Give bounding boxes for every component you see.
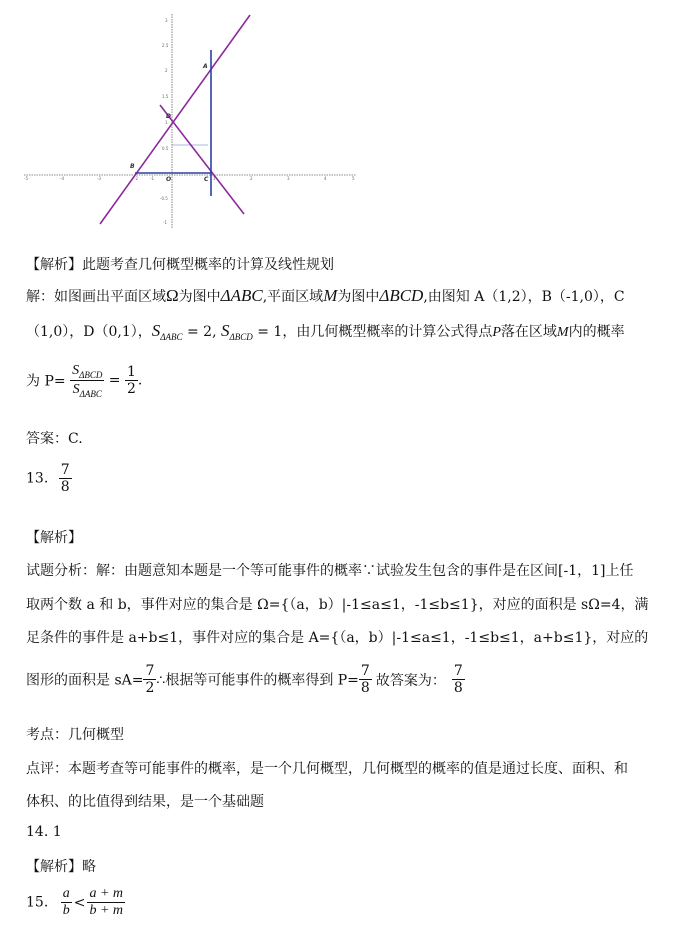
text: 为图中 <box>337 289 380 305</box>
left-fraction <box>61 886 72 919</box>
answer-fraction <box>59 462 72 495</box>
q12-analysis-heading: 【解析】此题考查几何概型概率的计算及线性规划 <box>26 257 334 273</box>
x-tick: 1 <box>213 176 216 181</box>
point-label-d: D <box>166 113 171 120</box>
point-p: P <box>492 325 501 340</box>
denominator: b <box>62 903 70 919</box>
x-tick: -2 <box>134 176 138 181</box>
y-tick: 0.5 <box>162 146 169 151</box>
q14-answer: 14. 1 <box>26 824 62 840</box>
q12-answer: 答案：C. <box>26 431 83 447</box>
s-letter: S <box>221 321 230 340</box>
text: = 2, <box>182 324 221 340</box>
point-label-b: B <box>130 163 135 170</box>
triangle-abc: ΔABC <box>220 286 263 305</box>
question-number: 15. <box>26 894 49 911</box>
question-number: 13. <box>26 470 49 487</box>
omega-symbol: Ω <box>166 286 179 305</box>
text: 故答案为： <box>375 672 446 689</box>
y-tick: 1 <box>165 120 168 125</box>
denominator: 2 <box>145 680 155 697</box>
area-fraction <box>143 663 156 696</box>
numerator: a <box>61 886 72 903</box>
right-fraction <box>87 886 125 919</box>
text: ,由图知 A（1,2），B（-1,0），C <box>423 289 625 305</box>
text: 图形的面积是 sA= <box>26 672 144 689</box>
subscript: ΔBCD <box>229 331 253 342</box>
q15-answer <box>26 886 125 919</box>
q12-solution-line-2 <box>26 321 625 342</box>
denominator: 8 <box>360 680 370 697</box>
numerator: 7 <box>60 462 70 478</box>
text: 为 P= <box>26 373 66 390</box>
x-tick: 3 <box>287 176 290 181</box>
x-tick: 2 <box>250 176 253 181</box>
subscript: ΔABC <box>160 331 183 342</box>
denominator: 8 <box>453 680 463 697</box>
region-m: M <box>323 286 338 305</box>
q13-analysis-heading: 【解析】 <box>26 530 82 546</box>
text: 内的概率 <box>568 324 625 340</box>
q13-header <box>26 462 72 495</box>
numerator: 7 <box>360 663 370 679</box>
numerator: 7 <box>453 663 463 679</box>
text: ，由几何概型概率的计算公式得点 <box>282 324 493 340</box>
point-label-o: O <box>166 176 172 183</box>
numerator: 1 <box>127 364 136 381</box>
q13-comment-2: 体积、的比值得到结果，是一个基础题 <box>26 794 264 810</box>
line-y-eq-1-minus-x <box>160 105 244 214</box>
q14-analysis: 【解析】略 <box>26 859 96 875</box>
s-letter: S <box>72 363 80 378</box>
triangle-bcd: ΔBCD <box>379 286 424 305</box>
point-label-a: A <box>203 63 208 70</box>
numerator: a + m <box>87 886 125 903</box>
y-tick: 2.5 <box>162 43 169 48</box>
subscript: ΔABC <box>79 388 102 399</box>
q13-comment-1: 点评：本题考查等可能事件的概率，是一个几何概型，几何概型的概率的值是通过长度、面积、和 <box>26 761 628 777</box>
q13-line-2: 取两个数 a 和 b，事件对应的集合是 Ω={（a，b）|-1≤a≤1，-1≤b≤1}，对应的面积是 sΩ=4，满 <box>26 597 649 613</box>
final-answer-fraction <box>452 663 465 696</box>
denominator: b + m <box>89 903 124 919</box>
x-tick: -3 <box>97 176 101 181</box>
text: ,平面区域 <box>262 289 324 305</box>
x-tick: -5 <box>24 176 28 181</box>
numerator: 7 <box>145 663 155 679</box>
q13-line-3: 足条件的事件是 a+b≤1，事件对应的集合是 A={（a，b）|-1≤a≤1，-1≤b≤1，a+b≤1}，对应的 <box>26 630 649 646</box>
x-tick: 4 <box>324 176 327 181</box>
q13-line-4 <box>26 663 465 696</box>
q12-solution-line-3 <box>26 362 142 399</box>
s-letter: S <box>151 321 161 340</box>
less-than: < <box>73 894 86 911</box>
fraction-s-ratio <box>70 362 104 399</box>
q13-line-1: 试题分析：解：由题意知本题是一个等可能事件的概率∵试验发生包含的事件是在区间[-1，1]上任 <box>26 563 634 579</box>
point-label-c: C <box>204 176 209 183</box>
text: 落在区域 <box>500 324 557 340</box>
y-tick: 1.5 <box>162 94 169 99</box>
q13-kaodian: 考点：几何概型 <box>26 727 124 743</box>
text: = 1 <box>252 324 283 340</box>
text: . <box>137 372 143 389</box>
text: （1,0），D（0,1）， <box>26 324 152 340</box>
subscript: ΔBCD <box>79 369 103 380</box>
y-tick: 2 <box>165 68 168 73</box>
text: 解：如图画出平面区域 <box>26 289 166 305</box>
x-tick: -4 <box>60 176 64 181</box>
x-tick: 5 <box>352 176 355 181</box>
denominator: 8 <box>60 479 70 496</box>
coordinate-graph <box>22 10 362 232</box>
s-letter: S <box>72 382 80 398</box>
y-tick: -1 <box>163 220 167 225</box>
region-m: M <box>556 325 569 340</box>
text: ∴根据等可能事件的概率得到 P= <box>156 672 359 689</box>
q12-solution-line-1 <box>26 286 625 306</box>
fraction-one-half <box>125 364 138 397</box>
text: = <box>104 372 125 389</box>
text: 为图中 <box>178 289 221 305</box>
denominator: 2 <box>127 381 136 398</box>
x-tick: -1 <box>150 176 154 181</box>
y-tick: 3 <box>165 18 168 23</box>
y-tick: -0.5 <box>160 196 168 201</box>
probability-fraction <box>359 663 372 696</box>
